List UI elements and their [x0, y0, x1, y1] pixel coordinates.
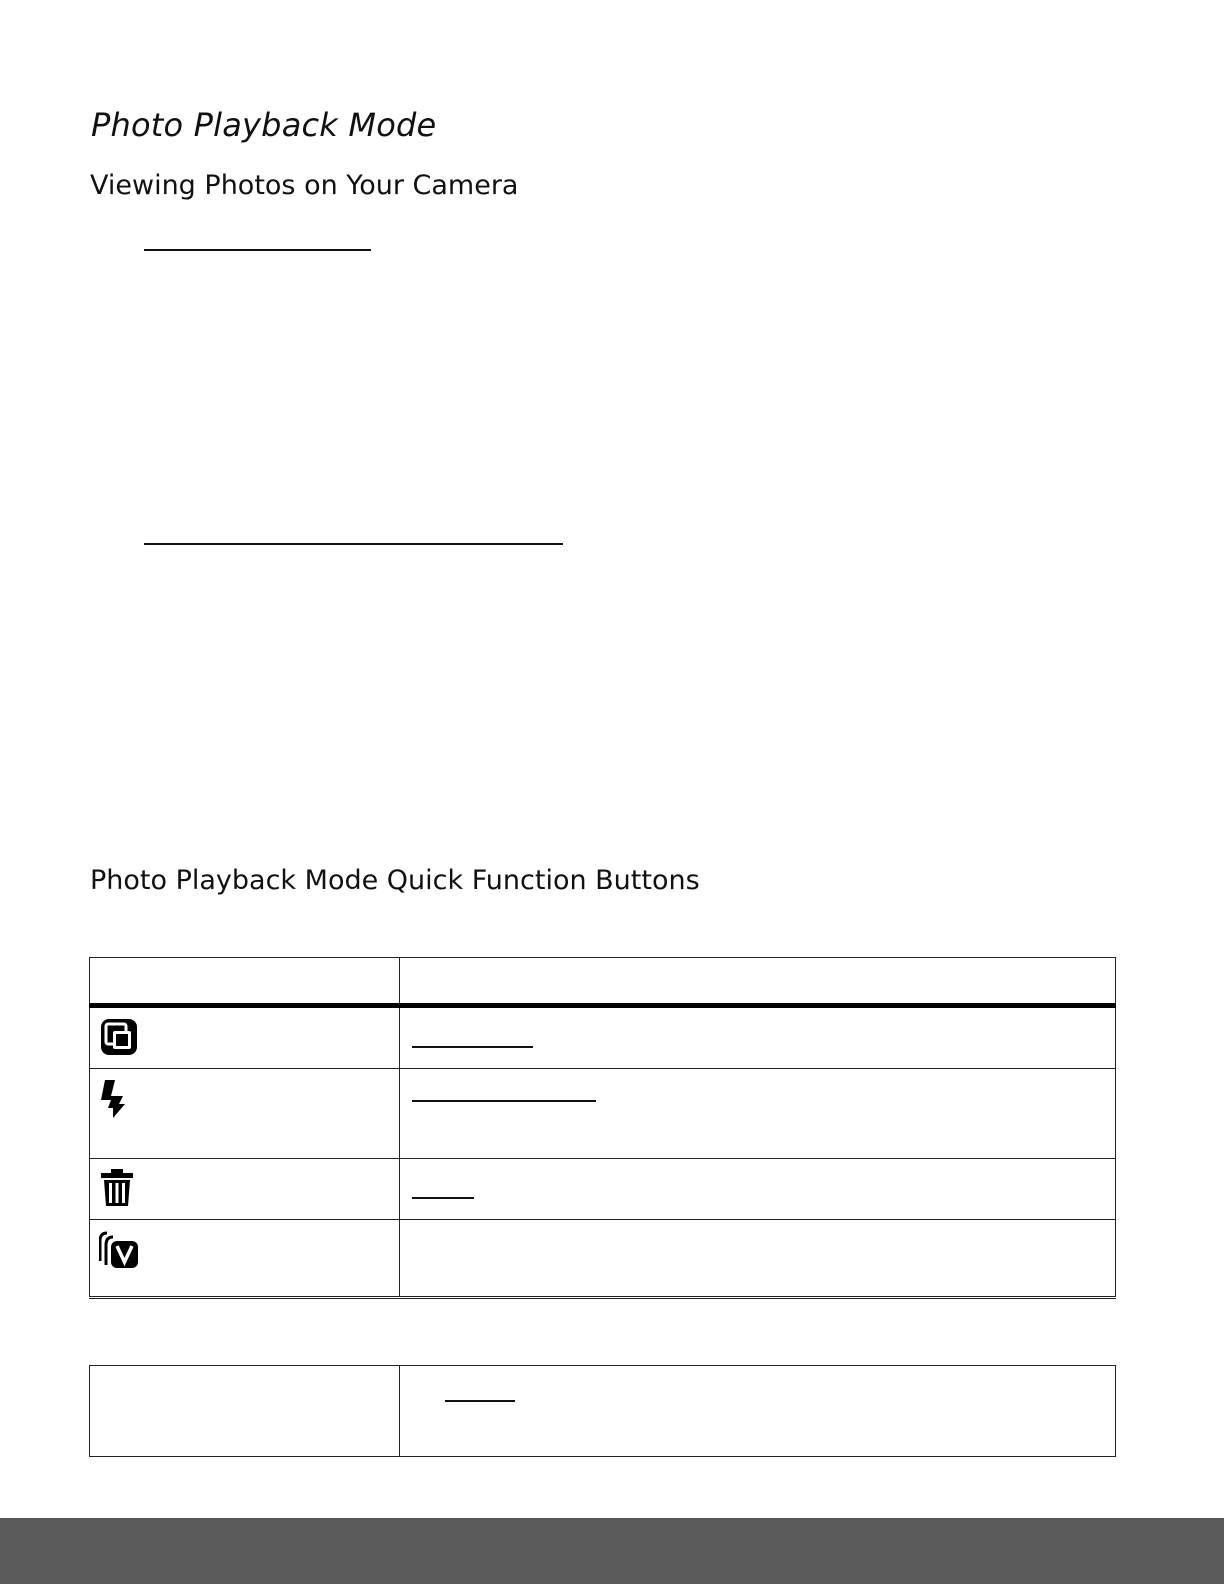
table-row — [90, 1006, 1116, 1069]
description-link-underline[interactable] — [445, 1400, 515, 1402]
description-link-underline[interactable] — [412, 1100, 596, 1102]
table-cell-description — [400, 1159, 1116, 1220]
link-underline-2[interactable] — [144, 543, 563, 545]
quick-function-table — [89, 957, 1116, 1299]
description-link-underline[interactable] — [412, 1046, 533, 1048]
table-header-cell — [400, 958, 1116, 1006]
table-row — [90, 1069, 1116, 1159]
video-playback-icon — [99, 1229, 139, 1269]
table-row — [90, 1159, 1116, 1220]
table-cell-description — [400, 1220, 1116, 1298]
description-link-underline[interactable] — [412, 1197, 474, 1199]
table-cell-description — [400, 1366, 1116, 1457]
table-cell-description — [400, 1069, 1116, 1159]
table-cell-label — [90, 1366, 400, 1457]
table-cell-icon — [90, 1006, 400, 1069]
page-footer-bar — [0, 1518, 1224, 1584]
secondary-table — [89, 1365, 1116, 1457]
page-title: Photo Playback Mode — [91, 106, 437, 144]
thumbnail-view-icon — [99, 1017, 139, 1057]
table-cell-icon — [90, 1159, 400, 1220]
table-header-cell — [90, 958, 400, 1006]
trash-icon — [99, 1168, 139, 1208]
table-cell-icon — [90, 1069, 400, 1159]
table-row — [90, 1366, 1116, 1457]
flash-icon — [99, 1078, 139, 1118]
table-cell-icon — [90, 1220, 400, 1298]
table-cell-description — [400, 1006, 1116, 1069]
link-underline-1[interactable] — [144, 249, 371, 251]
section-heading-viewing-photos: Viewing Photos on Your Camera — [90, 170, 519, 201]
table-row — [90, 1220, 1116, 1298]
table-header-row — [90, 958, 1116, 1006]
section-heading-quick-function-buttons: Photo Playback Mode Quick Function Buttons — [90, 865, 700, 896]
